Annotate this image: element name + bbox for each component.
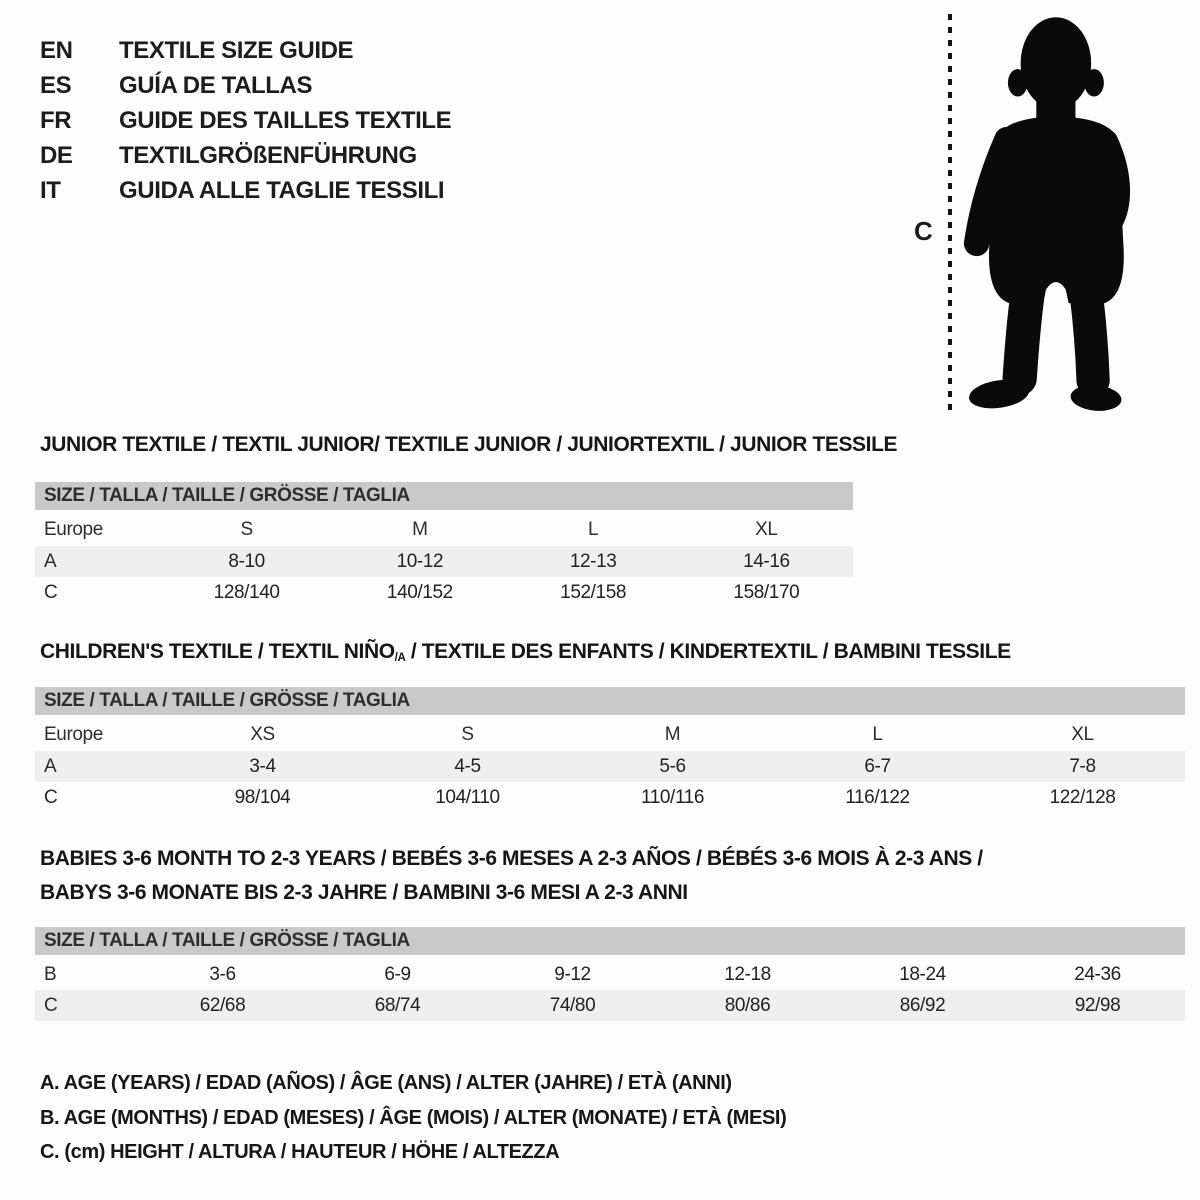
row-label: C — [35, 990, 135, 1021]
babies-row-height — [35, 990, 1185, 1021]
children-col-header: XL — [1071, 724, 1094, 745]
children-row-height — [35, 782, 1185, 813]
children-header-row — [35, 719, 1185, 751]
language-code: ES — [40, 72, 72, 99]
row-label: B — [44, 963, 57, 985]
row-label: A — [35, 546, 160, 577]
junior-header-row — [35, 514, 853, 546]
toddler-silhouette-icon — [958, 12, 1144, 414]
table-cell: 122/128 — [1049, 786, 1116, 808]
language-title: TEXTILGRÖßENFÜHRUNG — [119, 142, 417, 169]
table-cell: 3-4 — [160, 751, 365, 782]
table-cell: 18-24 — [899, 963, 946, 985]
table-cell: 8-10 — [160, 546, 333, 577]
table-cell: 98/104 — [234, 786, 291, 808]
junior-row-height — [35, 577, 853, 608]
children-col-header: M — [664, 724, 681, 745]
junior-size-bar — [35, 482, 853, 510]
language-row-de — [40, 138, 451, 173]
table-cell: 6-7 — [775, 751, 980, 782]
language-code: DE — [40, 142, 73, 169]
language-list — [40, 33, 451, 208]
junior-col-header: XL — [755, 519, 778, 540]
table-cell: 3-6 — [209, 963, 236, 985]
table-cell: 4-5 — [365, 751, 570, 782]
table-cell: 92/98 — [1010, 990, 1185, 1021]
junior-col-header: S — [240, 519, 253, 540]
table-cell: 7-8 — [980, 751, 1185, 782]
table-cell: 12-18 — [724, 963, 771, 985]
table-cell: 5-6 — [570, 751, 775, 782]
table-cell: 116/122 — [845, 786, 910, 808]
children-title-sub: /A — [394, 651, 406, 664]
size-bar-label: SIZE / TALLA / TAILLE / GRÖSSE / TAGLIA — [44, 930, 410, 951]
legend-line-c: C. (cm) HEIGHT / ALTURA / HAUTEUR / HÖHE / ALTEZZA — [40, 1141, 560, 1163]
language-row-en — [40, 33, 451, 68]
legend-line-a: A. AGE (YEARS) / EDAD (AÑOS) / ÂGE (ANS) / ALTER (JAHRE) / ETÀ (ANNI) — [40, 1072, 732, 1094]
table-cell: 74/80 — [485, 990, 660, 1021]
table-cell: 10-12 — [333, 546, 506, 577]
table-cell: 128/140 — [213, 581, 280, 603]
language-title: GUIDA ALLE TAGLIE TESSILI — [119, 177, 445, 204]
table-cell: 80/86 — [660, 990, 835, 1021]
table-cell: 86/92 — [835, 990, 1010, 1021]
junior-col-header: L — [588, 519, 599, 540]
babies-section-title-line2: BABYS 3-6 MONATE BIS 2-3 JAHRE / BAMBINI 3-6 MESI A 2-3 ANNI — [40, 881, 688, 904]
babies-section-title-line1: BABIES 3-6 MONTH TO 2-3 YEARS / BEBÉS 3-6 MESES A 2-3 AÑOS / BÉBÉS 3-6 MOIS À 2-3 ANS / — [40, 847, 983, 870]
table-cell: 62/68 — [135, 990, 310, 1021]
size-bar-label: SIZE / TALLA / TAILLE / GRÖSSE / TAGLIA — [44, 485, 410, 506]
table-cell: 158/170 — [733, 581, 800, 603]
babies-size-bar — [35, 927, 1185, 955]
junior-table — [35, 514, 853, 608]
babies-table — [35, 959, 1185, 1021]
height-measure-dashed-line — [948, 14, 952, 416]
table-cell: 9-12 — [554, 963, 591, 985]
language-title: GUIDE DES TAILLES TEXTILE — [119, 107, 452, 134]
legend-line-b: B. AGE (MONTHS) / EDAD (MESES) / ÂGE (MOIS) / ALTER (MONATE) / ETÀ (MESI) — [40, 1106, 787, 1129]
table-cell: 140/152 — [386, 581, 453, 603]
language-row-es — [40, 68, 451, 103]
table-cell: 14-16 — [680, 546, 853, 577]
language-code: FR — [40, 107, 72, 134]
language-code: EN — [40, 37, 73, 64]
row-label: A — [35, 751, 160, 782]
language-row-it — [40, 173, 451, 208]
children-table-block — [35, 687, 1185, 813]
children-title-suffix: / TEXTILE DES ENFANTS / KINDERTEXTIL / BAMBINI TESSILE — [405, 640, 1011, 663]
babies-table-block — [35, 927, 1185, 1021]
table-cell: 24-36 — [1074, 963, 1121, 985]
table-cell: 12-13 — [507, 546, 680, 577]
region-label: Europe — [44, 724, 103, 745]
table-cell: 6-9 — [384, 963, 411, 985]
language-title: GUÍA DE TALLAS — [119, 72, 313, 99]
table-cell: 110/116 — [640, 786, 705, 808]
row-label: C — [44, 581, 58, 603]
region-label: Europe — [44, 519, 103, 540]
table-cell: 152/158 — [560, 581, 627, 603]
size-bar-label: SIZE / TALLA / TAILLE / GRÖSSE / TAGLIA — [44, 690, 410, 711]
children-col-header: S — [461, 724, 474, 745]
table-cell: 104/110 — [435, 786, 500, 808]
height-measure-label: C — [914, 216, 933, 246]
legend — [40, 1066, 786, 1170]
children-title-prefix: CHILDREN'S TEXTILE / TEXTIL NIÑO — [40, 640, 395, 663]
babies-row-months — [35, 959, 1185, 990]
children-col-header: XS — [250, 724, 275, 745]
junior-section-title: JUNIOR TEXTILE / TEXTIL JUNIOR/ TEXTILE JUNIOR / JUNIORTEXTIL / JUNIOR TESSILE — [40, 433, 898, 456]
table-cell: 68/74 — [310, 990, 485, 1021]
language-title: TEXTILE SIZE GUIDE — [119, 37, 354, 64]
junior-col-header: M — [412, 519, 428, 540]
language-row-fr — [40, 103, 451, 138]
children-col-header: L — [872, 724, 883, 745]
language-code: IT — [40, 177, 61, 204]
row-label: C — [44, 786, 58, 808]
children-size-bar — [35, 687, 1185, 715]
junior-row-age — [35, 546, 853, 577]
children-row-age — [35, 751, 1185, 782]
junior-table-block — [35, 482, 853, 608]
children-section-title — [40, 640, 1011, 664]
children-table — [35, 719, 1185, 813]
